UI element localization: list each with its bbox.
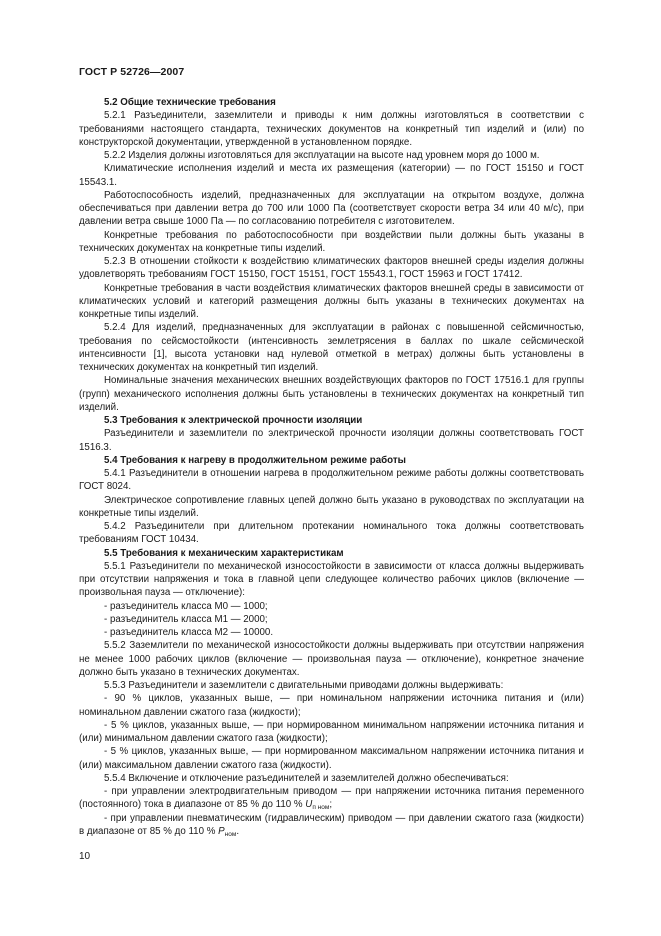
list-item [79, 785, 584, 812]
list-item-tail: . [236, 825, 240, 837]
paragraph: 5.2.2 Изделия должны изготовляться для эксплуатации на высоте над уровнем моря до 1000 м. [104, 150, 540, 161]
list-item: - 5 % циклов, указанных выше, — при нормированном минимальном напряжении источника питания и (или) минимальном давлении сжатого газа (жидкости); [79, 719, 584, 744]
section-heading: 5.3 Требования к электрической прочности изоляции [104, 415, 363, 426]
paragraph: 5.5.4 Включение и отключение разъединителей и заземлителей должно обеспечиваться: [104, 772, 509, 784]
paragraph: Конкретные требования в части воздействия климатических факторов внешней среды в зависимости от климатических условий и категорий размещения должны быть указаны в технических документах на конкретные типы изделий. [79, 282, 584, 320]
paragraph: Электрическое сопротивление главных цепей должно быть указано в руководствах по эксплуатации на конкретные типы изделий. [79, 494, 584, 519]
paragraph: 5.2.4 Для изделий, предназначенных для эксплуатации в районах с повышенной сейсмичностью, требования по сейсмостойкости (интенсивность землетрясения в баллах по шкале сейсмической интенсивности [1], высота установки над нулевой отметкой в метрах) должны быть установлены в технических документах на конкретный тип изделий. [79, 322, 584, 373]
pressure-subscript: ном [224, 830, 237, 838]
paragraph: 5.5.3 Разъединители и заземлители с двигательными приводами должны выдерживать: [104, 680, 504, 691]
list-item: - разъединитель класса М2 — 10000. [104, 627, 274, 638]
list-item: - разъединитель класса М1 — 2000; [104, 613, 268, 625]
paragraph: 5.2.3 В отношении стойкости к воздействию климатических факторов внешней среды изделия должны удовлетворять требованиям ГОСТ 15150, ГОСТ 15151, ГОСТ 15543.1, ГОСТ 15963 и ГОСТ 17412. [79, 256, 584, 281]
paragraph: 5.5.2 Заземлители по механической износостойкости должны выдерживать при отсутствии напряжения не менее 1000 рабочих циклов (включение — произвольная пауза — отключение), конкретное значение должно быть указано в технических документах. [79, 640, 584, 678]
list-item-text: - при управлении электродвигательным приводом — при напряжении источника питания переменного (постоянного) тока в диапазоне от 85 % до 110 % [79, 786, 584, 811]
page-number: 10 [79, 851, 91, 862]
paragraph: 5.5.1 Разъединители по механической износостойкости в зависимости от класса должны выдерживать при отсутствии напряжения и тока в главной цепи следующее количество рабочих циклов (включение — произвольная пауза — отключение): [79, 560, 584, 599]
list-item-tail: ; [329, 799, 333, 811]
list-item [79, 812, 584, 839]
paragraph: 5.4.2 Разъединители при длительном протекании номинального тока должны соответствовать требованиям ГОСТ 10434. [79, 521, 584, 546]
paragraph: Разъединители и заземлители по электрической прочности изоляции должны соответствовать ГОСТ 1516.3. [79, 428, 584, 453]
paragraph: 5.2.1 Разъединители, заземлители и приводы к ним должны изготовляться в соответствии с требованиями настоящего стандарта, технических документов на конкретный тип изделий и (или) по конструкторской документации, утвержденной в установленном порядке. [79, 110, 584, 148]
paragraph: Работоспособность изделий, предназначенных для эксплуатации на открытом воздухе, должна обеспечиваться при давлении ветра до 700 или 1000 Па (соответствует скорости ветра 34 или 40 м/с), при давлении ветра свыше 1000 Па — по согласованию потребителя с изготовителем. [79, 189, 584, 228]
document-body [79, 96, 584, 838]
list-item: - 90 % циклов, указанных выше, — при номинальном напряжении источника питания и (или) номинальном давлении сжатого газа (жидкости); [79, 693, 584, 718]
list-item: - 5 % циклов, указанных выше, — при нормированном максимальном напряжении источника питания и (или) максимальном давлении сжатого газа (жидкости). [79, 746, 584, 771]
paragraph: Климатические исполнения изделий и места их размещения (категории) — по ГОСТ 15150 и ГОСТ 15543.1. [79, 163, 584, 188]
paragraph: Номинальные значения механических внешних воздействующих факторов по ГОСТ 17516.1 для группы (групп) механического исполнения должны быть установлены в технических документах на конкретный тип изделий. [79, 375, 584, 413]
list-item-text: - при управлении пневматическим (гидравлическим) приводом — при давлении сжатого газа (жидкости) в диапазоне от 85 % до 110 % [79, 812, 584, 837]
section-heading: 5.4 Требования к нагреву в продолжительном режиме работы [104, 454, 406, 466]
voltage-symbol: U [305, 799, 313, 811]
paragraph: Конкретные требования по работоспособности при воздействии пыли должны быть указаны в технических документах на конкретные типы изделий. [79, 229, 584, 254]
section-heading: 5.2 Общие технические требования [104, 97, 276, 108]
list-item: - разъединитель класса М0 — 1000; [104, 600, 268, 612]
page-header: ГОСТ Р 52726—2007 [79, 66, 185, 78]
section-heading: 5.5 Требования к механическим характеристикам [104, 547, 344, 559]
pressure-symbol: P [218, 825, 225, 837]
voltage-subscript: п ном [312, 804, 330, 812]
paragraph: 5.4.1 Разъединители в отношении нагрева в продолжительном режиме работы должны соответствовать ГОСТ 8024. [79, 468, 584, 493]
